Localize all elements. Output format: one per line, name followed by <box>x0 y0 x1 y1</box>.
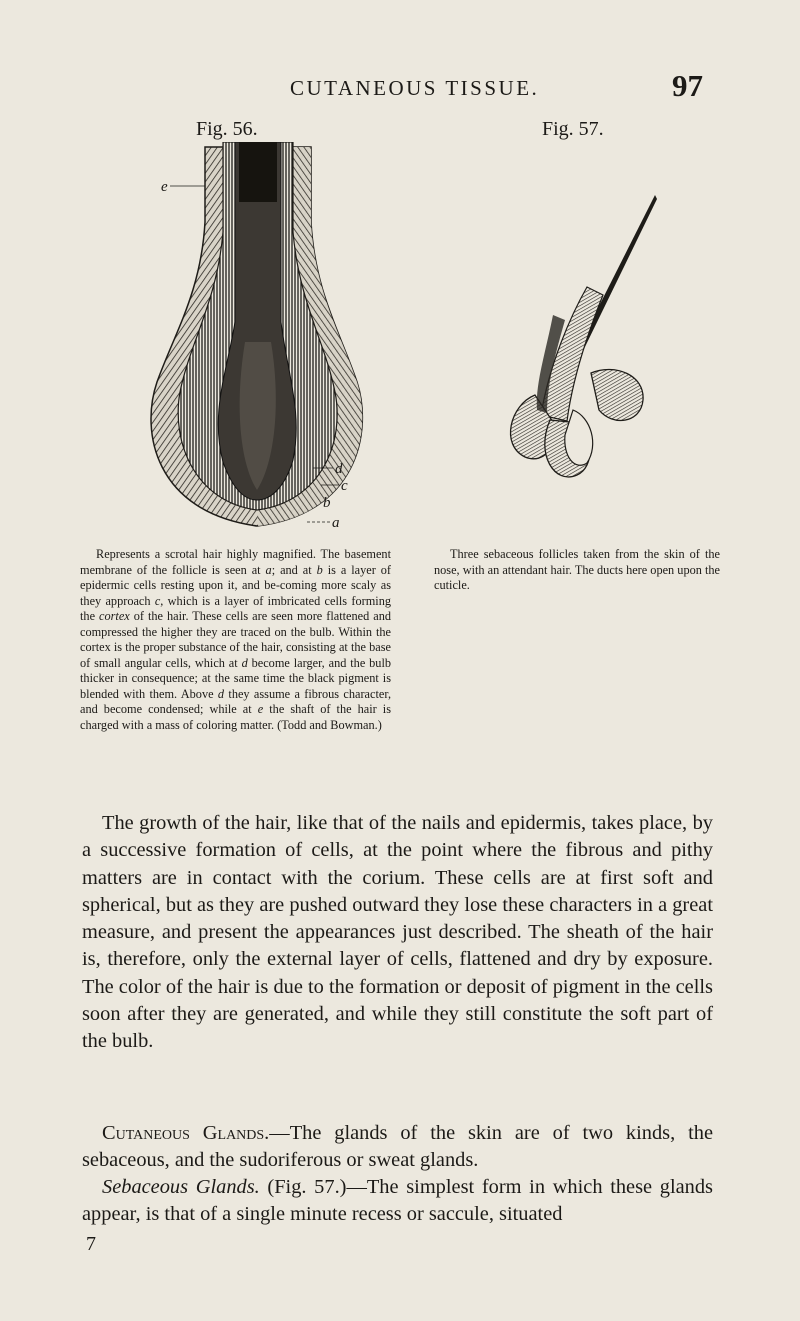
figure-57-caption: Three sebaceous follicles taken from the skin of the nose, with an attendant hair. The ducts here open upon the cuticle. <box>434 547 720 592</box>
running-head <box>0 68 800 108</box>
figure-57-label: Fig. 57. <box>542 118 604 140</box>
paragraph-hair-growth: The growth of the hair, like that of the nails and epidermis, takes place, by a successive formation of cells, at the point where the fibrous and pithy matters are in contact with the corium. These cells are at first soft and spherical, but as they are pushed outward they lose these characters in a great measure, and present the appearances just described. The sheath of the hair is, therefore, only the external layer of cells, flattened and dry by exposure. The color of the hair is due to the formation or deposit of pigment in the cells soon after they are generated, and while they still constitute the soft part of the bulb. <box>82 812 713 1053</box>
label-d: d <box>335 461 343 477</box>
label-b: b <box>323 495 331 511</box>
label-e: e <box>161 179 168 195</box>
hair-follicle-illustration <box>135 142 380 540</box>
page-number: 97 <box>672 68 703 103</box>
label-a: a <box>332 515 340 531</box>
running-title: CUTANEOUS TISSUE. <box>290 76 540 100</box>
figure-56-caption: Represents a scrotal hair highly magnified. The basement membrane of the follicle is seen at a; and at b is a layer of epidermic cells resting upon it, and be-coming more scaly as they approach c, which is a layer of imbricated cells forming the cortex of the hair. These cells are seen more flattened and compressed the higher they are traced on the bulb. Within the cortex is the proper substance of the hair, consisting at the base of small angular cells, which at d become larger, and the bulb thicker in consequence; at the same time the black pigment is blended with them. Above d they assume a fibrous character, and become condensed; while at e the shaft of the hair is charged with a mass of coloring matter. (Todd and Bowman.) <box>80 547 392 732</box>
label-c: c <box>341 478 348 494</box>
paragraph-sebaceous-glands: Sebaceous Glands. (Fig. 57.)—The simplest form in which these glands appear, is that of a single minute recess or saccule, situated <box>82 1176 713 1226</box>
paragraph-cutaneous-glands: Cutaneous Glands.—The glands of the skin are of two kinds, the sebaceous, and the sudoriferous or sweat glands. <box>82 1122 713 1172</box>
sebaceous-follicles-illustration <box>495 195 670 495</box>
section-heading-cutaneous-glands: Cutaneous Glands. <box>102 1122 270 1144</box>
section-heading-sebaceous-glands: Sebaceous Glands. <box>102 1176 260 1198</box>
signature-mark: 7 <box>86 1233 96 1255</box>
figure-56-label: Fig. 56. <box>196 118 258 140</box>
